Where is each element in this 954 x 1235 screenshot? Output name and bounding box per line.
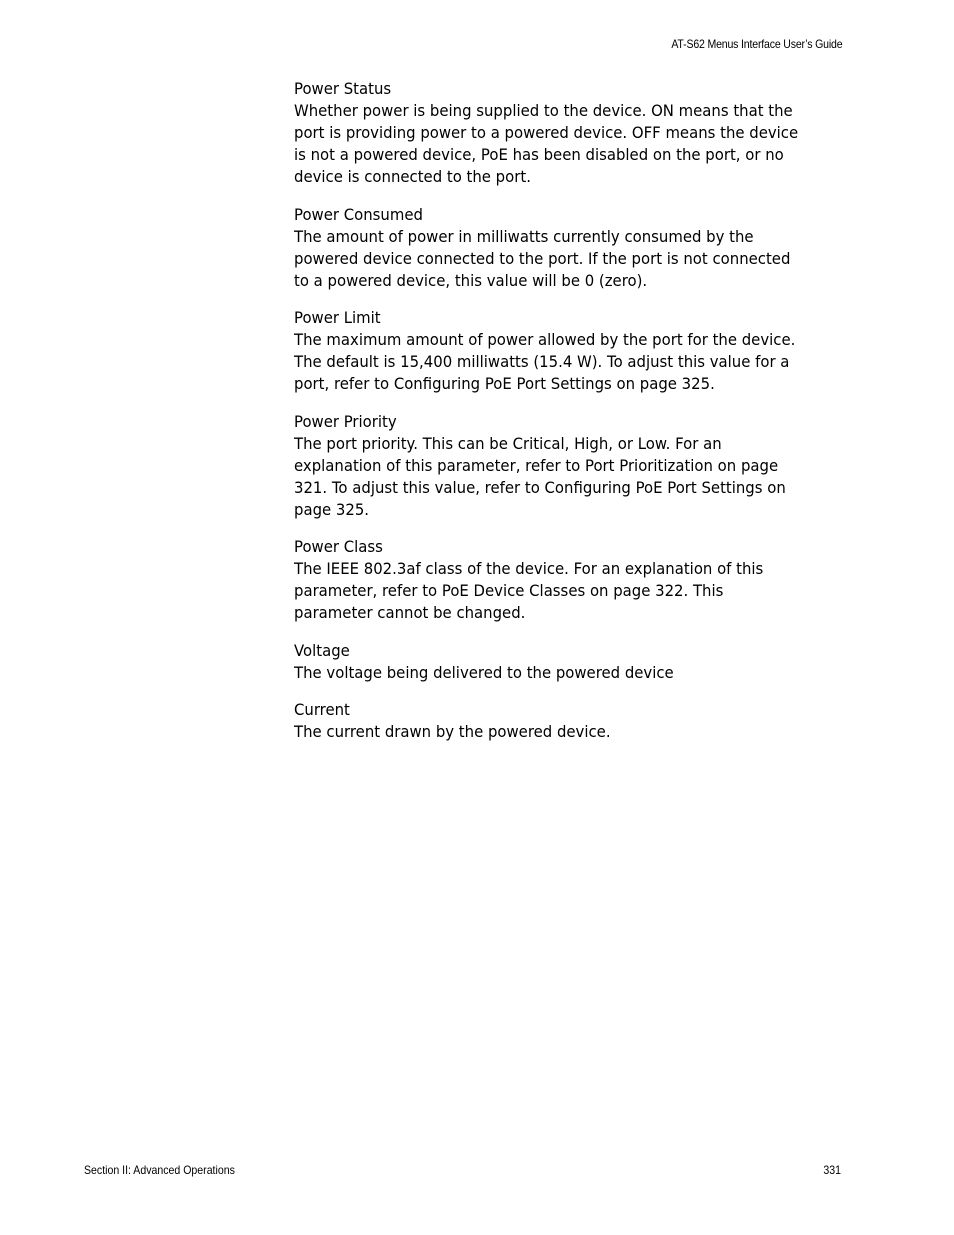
- entry-current: [294, 699, 804, 743]
- desc-power-priority: The port priority. This can be Critical, High, or Low. For an explanation of this parameter, refer to Port Prioritization on page 321. To adjust this value, refer to Configuring PoE Port Settings on page 325.: [294, 433, 786, 519]
- entry-power-status: [294, 78, 804, 188]
- term-current: Current: [294, 700, 350, 719]
- term-power-limit: Power Limit: [294, 308, 381, 327]
- page-number: 331: [823, 1163, 841, 1177]
- desc-current: The current drawn by the powered device.: [294, 722, 611, 741]
- term-power-consumed: Power Consumed: [294, 204, 423, 224]
- entry-power-class: [294, 536, 804, 624]
- entry-power-limit: [294, 307, 804, 395]
- entry-power-consumed: [294, 204, 804, 292]
- running-header: AT-S62 Menus Interface User’s Guide: [670, 37, 842, 51]
- term-power-status: Power Status: [294, 79, 392, 98]
- desc-power-limit: The maximum amount of power allowed by the port for the device. The default is 15,400 milliwatts (15.4 W). To adjust this value for a port, refer to Configuring PoE Port Settings on page 325.: [294, 330, 796, 393]
- desc-power-class: The IEEE 802.3af class of the device. For an explanation of this parameter, refer to PoE Device Classes on page 322. This parameter cannot be changed.: [294, 559, 764, 622]
- footer-section: Section II: Advanced Operations: [84, 1163, 235, 1177]
- desc-power-consumed: The amount of power in milliwatts currently consumed by the powered device connected to the port. If the port is not connected to a powered device, this value will be 0 (zero).: [294, 226, 791, 290]
- desc-voltage: The voltage being delivered to the powered device: [294, 662, 674, 682]
- term-voltage: Voltage: [294, 640, 350, 660]
- desc-power-status: Whether power is being supplied to the device. ON means that the port is providing power to a powered device. OFF means the device is not a powered device, PoE has been disabled on the port, or no device is connected to the port.: [294, 101, 799, 186]
- entry-voltage: [294, 640, 804, 684]
- term-power-class: Power Class: [294, 537, 383, 556]
- term-power-priority: Power Priority: [294, 411, 397, 431]
- field-definitions: [294, 78, 804, 759]
- entry-power-priority: [294, 411, 804, 521]
